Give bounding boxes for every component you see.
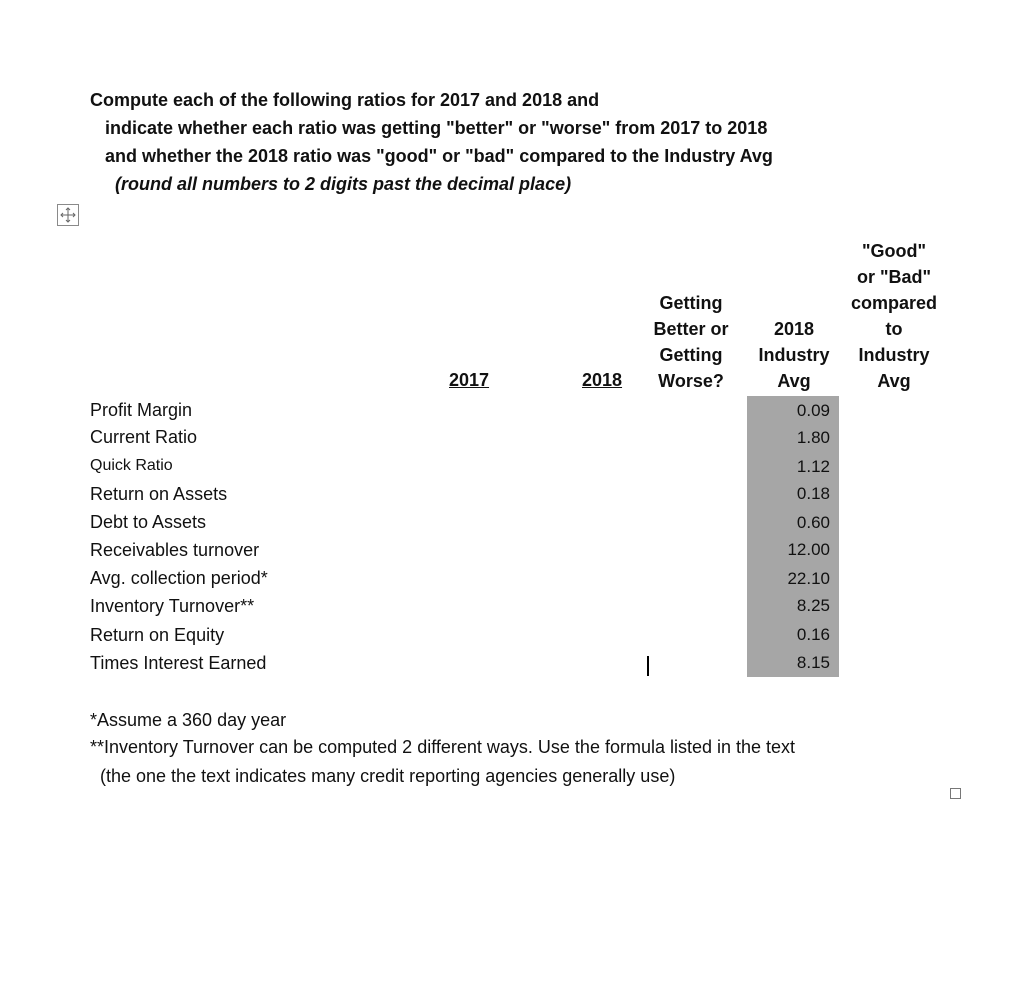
header-year-2017: 2017 [449,370,490,390]
header-industry-line: Avg [777,371,811,391]
header-good-or-bad-line: "Good" [861,241,927,261]
industry-avg-debt-to-assets: 0.60 [796,513,830,532]
industry-avg-current-ratio: 1.80 [796,428,830,447]
instruction-rounding-note: (round all numbers to 2 digits past the decimal place) [115,174,572,194]
footnote-credit-agencies: (the one the text indicates many credit reporting agencies generally use) [100,766,676,786]
header-industry-avg [748,316,840,394]
header-good-or-bad-line: compared [850,293,938,313]
row-label-return-on-assets: Return on Assets [90,484,228,504]
header-getting-line: Getting [659,345,723,365]
header-industry-line: 2018 [773,319,815,339]
header-year-2018: 2018 [582,370,623,390]
industry-avg-times-interest-earned: 8.15 [796,653,830,672]
industry-avg-receivables-turnover: 12.00 [787,540,830,559]
header-good-or-bad-line: to [885,319,903,339]
industry-avg-avg-collection-period: 22.10 [787,569,830,588]
row-label-current-ratio: Current Ratio [90,427,198,447]
row-label-return-on-equity: Return on Equity [90,625,225,645]
header-good-or-bad-line: or "Bad" [856,267,932,287]
footnote-inventory-turnover: **Inventory Turnover can be computed 2 different ways. Use the formula listed in the text [90,737,796,757]
row-label-avg-collection-period: Avg. collection period* [90,568,268,588]
move-arrows-icon [58,205,78,225]
row-label-inventory-turnover: Inventory Turnover** [90,596,255,616]
table-move-handle[interactable] [57,204,79,226]
header-good-or-bad-line: Industry [858,345,930,365]
header-industry-line: Industry [758,345,830,365]
industry-avg-return-on-assets: 0.18 [796,484,830,503]
footnote-360-day-year: *Assume a 360 day year [90,710,287,730]
instruction-line-1: Compute each of the following ratios for 2017 and 2018 and [90,90,600,110]
header-getting-line: Better or [653,319,729,339]
instruction-line-2: indicate whether each ratio was getting "better" or "worse" from 2017 to 2018 [105,118,768,138]
row-label-debt-to-assets: Debt to Assets [90,512,207,532]
header-getting-line: Getting [659,293,723,313]
resize-square-icon[interactable] [950,788,961,799]
industry-avg-quick-ratio: 1.12 [796,457,830,476]
row-label-times-interest-earned: Times Interest Earned [90,653,267,673]
row-label-quick-ratio: Quick Ratio [90,457,173,474]
row-label-profit-margin: Profit Margin [90,400,193,420]
row-label-receivables-turnover: Receivables turnover [90,540,260,560]
instruction-line-3: and whether the 2018 ratio was "good" or "bad" compared to the Industry Avg [105,146,773,166]
text-cursor [647,656,649,676]
header-good-or-bad [848,238,940,394]
industry-avg-profit-margin: 0.09 [796,401,830,420]
industry-avg-inventory-turnover: 8.25 [796,596,830,615]
industry-avg-return-on-equity: 0.16 [796,625,830,644]
header-getting-line: Worse? [658,371,724,391]
header-getting-better-or-worse [646,290,736,394]
header-good-or-bad-line: Avg [877,371,911,391]
